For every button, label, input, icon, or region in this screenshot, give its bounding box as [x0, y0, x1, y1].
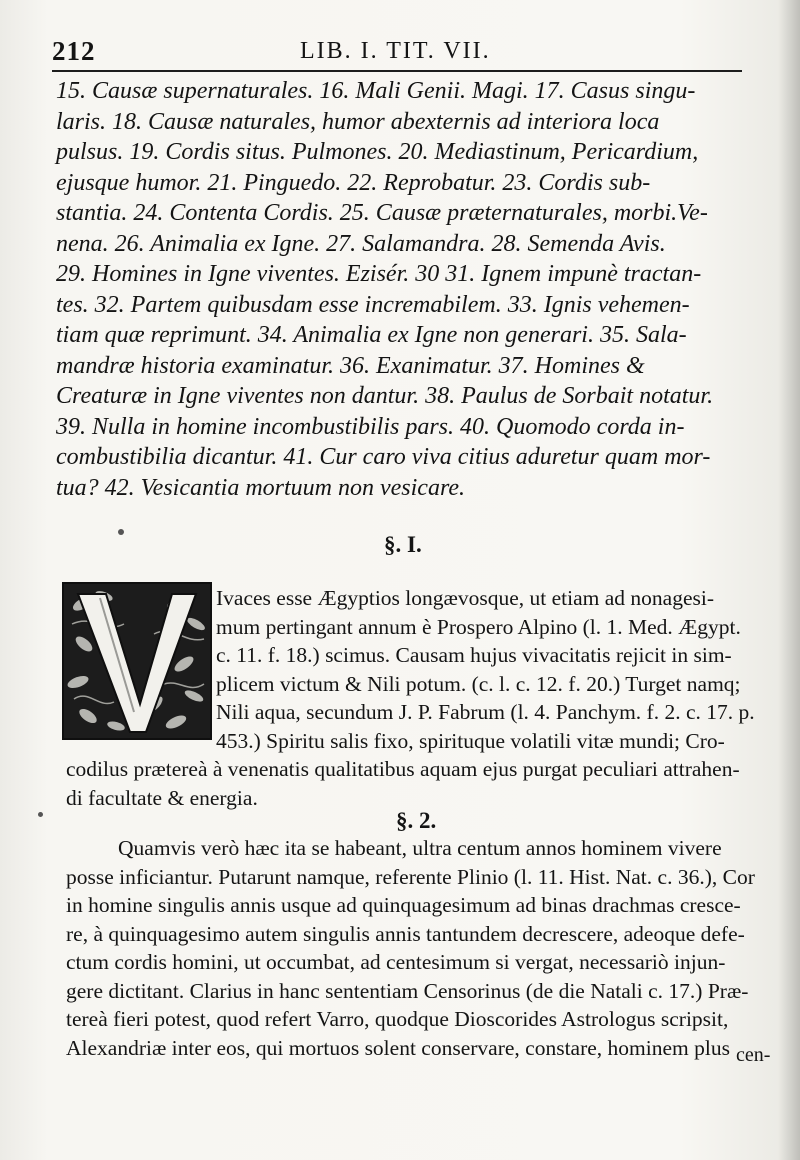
- ink-speck: [38, 812, 43, 817]
- catchword: cen-: [736, 1044, 771, 1066]
- paragraph-line: codilus prætereà à venenatis qualitatibus aquam ejus purgat peculiari attrahen-: [66, 757, 740, 781]
- chapter-summary: [56, 76, 756, 503]
- summary-line: combustibilia dicantur. 41. Cur caro viva citius aduretur quam mor-: [56, 444, 711, 470]
- section-1-heading: §. I.: [384, 532, 422, 557]
- section-2-text: [66, 834, 766, 1062]
- paragraph-line: plicem victum & Nili potum. (c. l. c. 12. f. 20.) Turget namq;: [216, 671, 741, 696]
- section-1-text-full: [66, 755, 766, 812]
- decorated-initial-v: [62, 582, 212, 740]
- summary-line: mandræ historia examinatur. 36. Exanimatur. 37. Homines &: [56, 352, 645, 379]
- paragraph-line: Quamvis verò hæc ita se habeant, ultra centum annos hominem vivere: [118, 836, 722, 860]
- ink-speck: [118, 529, 124, 535]
- summary-line: 29. Homines in Igne viventes. Ezisér. 30 31. Ignem impunè tractan-: [56, 261, 702, 287]
- paragraph-line: 453.) Spiritu salis fixo, spirituque volatili vitæ mundi; Cro-: [216, 728, 725, 753]
- paragraph-line: posse inficiantur. Putarunt namque, referente Plinio (l. 11. Hist. Nat. c. 36.), Cor: [66, 864, 755, 889]
- page-number: 212: [52, 36, 96, 66]
- foliage-initial-icon: [64, 584, 210, 738]
- summary-line: pulsus. 19. Cordis situs. Pulmones. 20. Mediastinum, Pericardium,: [56, 139, 699, 165]
- paragraph-line: di facultate & energia.: [66, 785, 258, 810]
- paragraph-line: mum pertingant annum è Prospero Alpino (l. 1. Med. Ægypt.: [216, 614, 741, 639]
- summary-line: Creaturæ in Igne viventes non dantur. 38. Paulus de Sorbait notatur.: [56, 383, 714, 409]
- summary-line: 39. Nulla in homine incombustibilis pars. 40. Quomodo corda in-: [56, 413, 685, 440]
- paragraph-line: c. 11. f. 18.) scimus. Causam hujus vivacitatis rejicit in sim-: [216, 643, 732, 667]
- summary-line: laris. 18. Causæ naturales, humor abexternis ad interiora loca: [56, 108, 660, 135]
- summary-line: stantia. 24. Contenta Cordis. 25. Causæ præternaturales, morbi.Ve-: [56, 200, 708, 226]
- section-1-text-indented: [216, 584, 776, 755]
- paragraph-line: ctum cordis homini, ut occumbat, ad centesimum si vergat, necessariò injun-: [66, 950, 726, 974]
- summary-line: nena. 26. Animalia ex Igne. 27. Salamandra. 28. Semenda Avis.: [56, 230, 666, 257]
- paragraph-line: Alexandriæ inter eos, qui mortuos solent conservare, constare, hominem plus: [66, 1035, 730, 1060]
- page-edge-shadow: [778, 0, 800, 1160]
- summary-line: tua? 42. Vesicantia mortuum non vesicare.: [56, 474, 466, 501]
- paragraph-line: in homine singulis annis usque ad quinquagesimum ad binas drachmas cresce-: [66, 893, 741, 917]
- running-head: LIB. I. TIT. VII.: [300, 38, 491, 64]
- paragraph-line: tereà fieri potest, quod refert Varro, quodque Dioscorides Astrologus scripsit,: [66, 1007, 729, 1031]
- summary-line: 15. Causæ supernaturales. 16. Mali Genii. Magi. 17. Casus singu-: [56, 78, 696, 104]
- summary-line: tes. 32. Partem quibusdam esse incremabilem. 33. Ignis vehemen-: [56, 291, 690, 318]
- paragraph-line: re, à quinquagesimo autem singulis annis tantundem decrescere, adeoque defe-: [66, 921, 745, 946]
- summary-line: ejusque humor. 21. Pinguedo. 22. Reprobatur. 23. Cordis sub-: [56, 169, 651, 196]
- summary-line: tiam quæ reprimunt. 34. Animalia ex Igne non generari. 35. Sala-: [56, 322, 687, 348]
- paragraph-line: gere dictitant. Clarius in hanc sententiam Censorinus (de die Natali c. 17.) Præ-: [66, 978, 749, 1003]
- header-rule: [52, 70, 742, 72]
- paragraph-line: Ivaces esse Ægyptios longævosque, ut etiam ad nonagesi-: [216, 586, 714, 610]
- page-header: [52, 36, 742, 70]
- paragraph-line: Nili aqua, secundum J. P. Fabrum (l. 4. Panchym. f. 2. c. 17. p.: [216, 700, 755, 724]
- section-2-heading: §. 2.: [396, 808, 437, 833]
